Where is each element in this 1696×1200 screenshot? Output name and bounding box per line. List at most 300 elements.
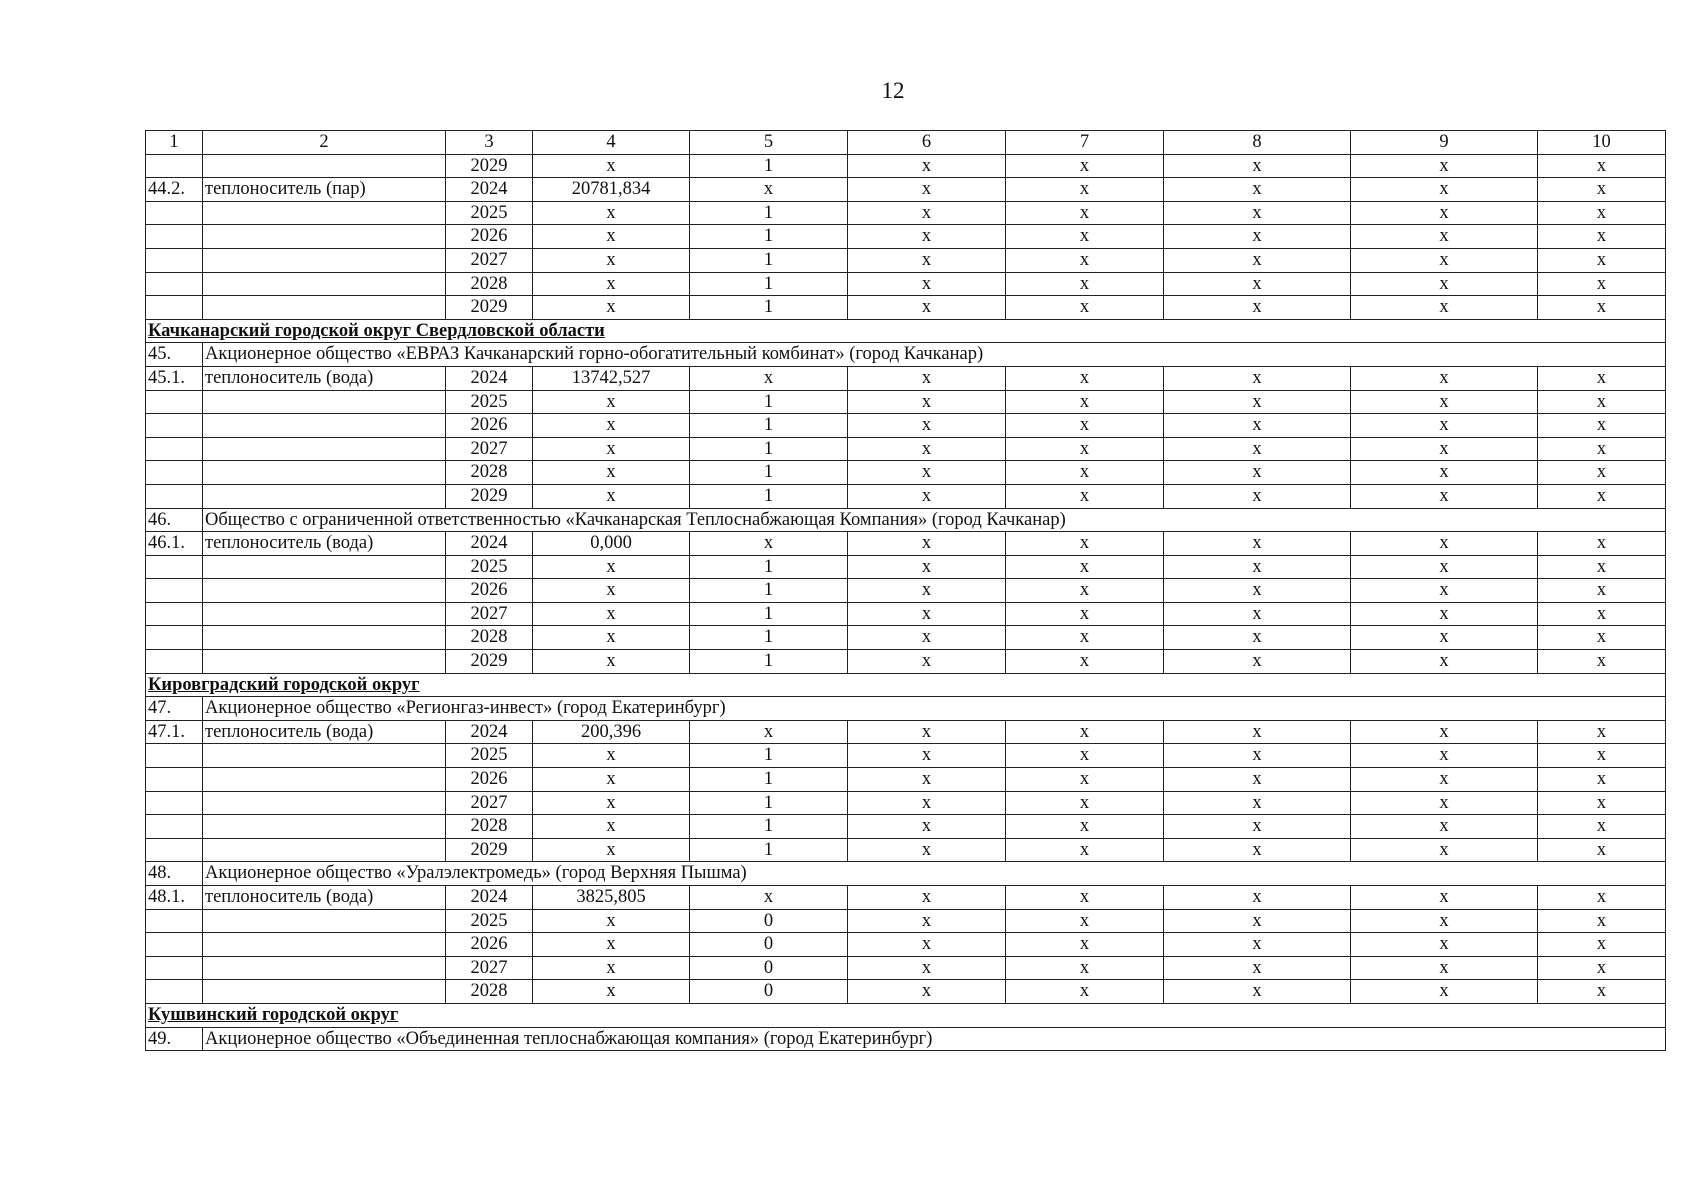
value-cell: x bbox=[533, 296, 690, 320]
col-9-cell: x bbox=[1351, 768, 1538, 792]
year-cell: 2028 bbox=[446, 980, 533, 1004]
table-row bbox=[146, 980, 1666, 1004]
value-cell: 0,000 bbox=[533, 532, 690, 556]
col-6-cell: x bbox=[848, 461, 1006, 485]
col-9-cell: x bbox=[1351, 744, 1538, 768]
col-9-cell: x bbox=[1351, 791, 1538, 815]
col-6-cell: x bbox=[848, 201, 1006, 225]
col-8-cell: x bbox=[1164, 532, 1351, 556]
col-9-cell: x bbox=[1351, 650, 1538, 674]
value-cell: x bbox=[533, 933, 690, 957]
col-10-cell: x bbox=[1538, 154, 1666, 178]
organization-name: Акционерное общество «Объединенная теплоснабжающая компания» (город Екатеринбург) bbox=[203, 1027, 1666, 1051]
col-5-cell: 1 bbox=[690, 484, 848, 508]
table-row bbox=[146, 720, 1666, 744]
table-row bbox=[146, 579, 1666, 603]
col-9-cell: x bbox=[1351, 296, 1538, 320]
value-cell: x bbox=[533, 768, 690, 792]
section-title: Кушвинский городской округ bbox=[146, 1003, 1666, 1027]
item-name-cell bbox=[203, 626, 446, 650]
col-6-cell: x bbox=[848, 980, 1006, 1004]
item-number-cell bbox=[146, 555, 203, 579]
year-cell: 2029 bbox=[446, 484, 533, 508]
table-row bbox=[146, 484, 1666, 508]
item-number-cell: 46.1. bbox=[146, 532, 203, 556]
col-10-cell: x bbox=[1538, 272, 1666, 296]
table-row bbox=[146, 461, 1666, 485]
year-cell: 2026 bbox=[446, 579, 533, 603]
col-8-cell: x bbox=[1164, 768, 1351, 792]
col-8-cell: x bbox=[1164, 579, 1351, 603]
item-name-cell: теплоноситель (вода) bbox=[203, 720, 446, 744]
col-10-cell: x bbox=[1538, 815, 1666, 839]
item-number-cell bbox=[146, 626, 203, 650]
col-8-cell: x bbox=[1164, 390, 1351, 414]
col-10-cell: x bbox=[1538, 296, 1666, 320]
table-row bbox=[146, 272, 1666, 296]
col-5-cell: x bbox=[690, 886, 848, 910]
item-name-cell bbox=[203, 980, 446, 1004]
col-6-cell: x bbox=[848, 532, 1006, 556]
column-header: 3 bbox=[446, 131, 533, 155]
organization-name: Общество с ограниченной ответственностью «Качканарская Теплоснабжающая Компания» (город Качканар) bbox=[203, 508, 1666, 532]
year-cell: 2025 bbox=[446, 201, 533, 225]
item-number-cell: 48.1. bbox=[146, 886, 203, 910]
col-8-cell: x bbox=[1164, 366, 1351, 390]
col-7-cell: x bbox=[1006, 225, 1164, 249]
col-8-cell: x bbox=[1164, 791, 1351, 815]
item-name-cell bbox=[203, 390, 446, 414]
value-cell: x bbox=[533, 626, 690, 650]
year-cell: 2024 bbox=[446, 366, 533, 390]
col-5-cell: 0 bbox=[690, 956, 848, 980]
table-row bbox=[146, 909, 1666, 933]
item-number-cell bbox=[146, 272, 203, 296]
col-5-cell: x bbox=[690, 178, 848, 202]
year-cell: 2029 bbox=[446, 154, 533, 178]
col-5-cell: 0 bbox=[690, 909, 848, 933]
col-8-cell: x bbox=[1164, 886, 1351, 910]
col-9-cell: x bbox=[1351, 272, 1538, 296]
item-name-cell bbox=[203, 225, 446, 249]
value-cell: x bbox=[533, 815, 690, 839]
item-number-cell bbox=[146, 602, 203, 626]
item-name-cell bbox=[203, 650, 446, 674]
col-5-cell: x bbox=[690, 720, 848, 744]
tariff-table bbox=[145, 130, 1666, 1051]
item-name-cell: теплоноситель (вода) bbox=[203, 366, 446, 390]
col-10-cell: x bbox=[1538, 933, 1666, 957]
item-name-cell bbox=[203, 296, 446, 320]
year-cell: 2029 bbox=[446, 296, 533, 320]
item-name-cell: теплоноситель (вода) bbox=[203, 532, 446, 556]
col-10-cell: x bbox=[1538, 626, 1666, 650]
col-8-cell: x bbox=[1164, 626, 1351, 650]
col-7-cell: x bbox=[1006, 720, 1164, 744]
table-row bbox=[146, 225, 1666, 249]
col-6-cell: x bbox=[848, 933, 1006, 957]
year-cell: 2026 bbox=[446, 768, 533, 792]
col-7-cell: x bbox=[1006, 650, 1164, 674]
table-row bbox=[146, 366, 1666, 390]
col-5-cell: 1 bbox=[690, 461, 848, 485]
column-header: 5 bbox=[690, 131, 848, 155]
year-cell: 2024 bbox=[446, 886, 533, 910]
col-10-cell: x bbox=[1538, 414, 1666, 438]
year-cell: 2028 bbox=[446, 815, 533, 839]
col-10-cell: x bbox=[1538, 791, 1666, 815]
item-number-cell bbox=[146, 296, 203, 320]
column-header: 9 bbox=[1351, 131, 1538, 155]
col-7-cell: x bbox=[1006, 248, 1164, 272]
col-7-cell: x bbox=[1006, 154, 1164, 178]
col-5-cell: 1 bbox=[690, 602, 848, 626]
col-6-cell: x bbox=[848, 838, 1006, 862]
item-number-cell bbox=[146, 390, 203, 414]
col-9-cell: x bbox=[1351, 886, 1538, 910]
organization-row bbox=[146, 862, 1666, 886]
col-6-cell: x bbox=[848, 414, 1006, 438]
col-7-cell: x bbox=[1006, 768, 1164, 792]
section-row bbox=[146, 673, 1666, 697]
col-5-cell: 1 bbox=[690, 555, 848, 579]
col-7-cell: x bbox=[1006, 532, 1164, 556]
col-8-cell: x bbox=[1164, 461, 1351, 485]
col-8-cell: x bbox=[1164, 838, 1351, 862]
value-cell: x bbox=[533, 909, 690, 933]
col-7-cell: x bbox=[1006, 933, 1164, 957]
col-5-cell: 1 bbox=[690, 579, 848, 603]
col-7-cell: x bbox=[1006, 980, 1164, 1004]
table-row bbox=[146, 815, 1666, 839]
item-name-cell bbox=[203, 815, 446, 839]
item-name-cell bbox=[203, 272, 446, 296]
table-row bbox=[146, 650, 1666, 674]
year-cell: 2028 bbox=[446, 626, 533, 650]
col-6-cell: x bbox=[848, 555, 1006, 579]
col-8-cell: x bbox=[1164, 720, 1351, 744]
organization-row bbox=[146, 508, 1666, 532]
col-8-cell: x bbox=[1164, 296, 1351, 320]
col-8-cell: x bbox=[1164, 154, 1351, 178]
col-10-cell: x bbox=[1538, 484, 1666, 508]
col-9-cell: x bbox=[1351, 720, 1538, 744]
col-5-cell: 1 bbox=[690, 154, 848, 178]
col-7-cell: x bbox=[1006, 815, 1164, 839]
col-10-cell: x bbox=[1538, 248, 1666, 272]
col-5-cell: 1 bbox=[690, 791, 848, 815]
item-number: 46. bbox=[146, 508, 203, 532]
item-number-cell bbox=[146, 909, 203, 933]
item-name-cell bbox=[203, 248, 446, 272]
column-header: 6 bbox=[848, 131, 1006, 155]
col-5-cell: 1 bbox=[690, 838, 848, 862]
item-name-cell bbox=[203, 768, 446, 792]
value-cell: x bbox=[533, 579, 690, 603]
item-number-cell bbox=[146, 225, 203, 249]
col-8-cell: x bbox=[1164, 744, 1351, 768]
item-number-cell bbox=[146, 484, 203, 508]
item-number-cell bbox=[146, 579, 203, 603]
column-number-row bbox=[146, 131, 1666, 155]
table-row bbox=[146, 201, 1666, 225]
col-7-cell: x bbox=[1006, 437, 1164, 461]
year-cell: 2029 bbox=[446, 650, 533, 674]
col-6-cell: x bbox=[848, 225, 1006, 249]
item-name-cell bbox=[203, 437, 446, 461]
item-number-cell bbox=[146, 414, 203, 438]
col-7-cell: x bbox=[1006, 579, 1164, 603]
column-header: 10 bbox=[1538, 131, 1666, 155]
col-5-cell: 0 bbox=[690, 980, 848, 1004]
col-6-cell: x bbox=[848, 886, 1006, 910]
col-6-cell: x bbox=[848, 815, 1006, 839]
col-10-cell: x bbox=[1538, 980, 1666, 1004]
col-6-cell: x bbox=[848, 178, 1006, 202]
col-6-cell: x bbox=[848, 720, 1006, 744]
value-cell: x bbox=[533, 744, 690, 768]
table-row bbox=[146, 296, 1666, 320]
col-5-cell: 1 bbox=[690, 815, 848, 839]
col-5-cell: 1 bbox=[690, 650, 848, 674]
value-cell: x bbox=[533, 956, 690, 980]
col-6-cell: x bbox=[848, 909, 1006, 933]
col-8-cell: x bbox=[1164, 437, 1351, 461]
year-cell: 2025 bbox=[446, 744, 533, 768]
column-header: 7 bbox=[1006, 131, 1164, 155]
col-6-cell: x bbox=[848, 272, 1006, 296]
col-6-cell: x bbox=[848, 626, 1006, 650]
item-name-cell bbox=[203, 461, 446, 485]
col-10-cell: x bbox=[1538, 555, 1666, 579]
table-row bbox=[146, 437, 1666, 461]
item-number-cell bbox=[146, 791, 203, 815]
value-cell: 3825,805 bbox=[533, 886, 690, 910]
item-number-cell bbox=[146, 461, 203, 485]
col-7-cell: x bbox=[1006, 296, 1164, 320]
organization-row bbox=[146, 343, 1666, 367]
col-9-cell: x bbox=[1351, 956, 1538, 980]
value-cell: x bbox=[533, 272, 690, 296]
col-8-cell: x bbox=[1164, 650, 1351, 674]
col-6-cell: x bbox=[848, 154, 1006, 178]
year-cell: 2029 bbox=[446, 838, 533, 862]
col-9-cell: x bbox=[1351, 815, 1538, 839]
table-row bbox=[146, 602, 1666, 626]
item-name-cell bbox=[203, 791, 446, 815]
col-5-cell: 1 bbox=[690, 272, 848, 296]
col-5-cell: x bbox=[690, 532, 848, 556]
item-name-cell bbox=[203, 414, 446, 438]
col-10-cell: x bbox=[1538, 602, 1666, 626]
col-8-cell: x bbox=[1164, 414, 1351, 438]
item-number-cell bbox=[146, 201, 203, 225]
col-9-cell: x bbox=[1351, 579, 1538, 603]
col-8-cell: x bbox=[1164, 909, 1351, 933]
col-6-cell: x bbox=[848, 390, 1006, 414]
value-cell: x bbox=[533, 791, 690, 815]
col-6-cell: x bbox=[848, 768, 1006, 792]
col-10-cell: x bbox=[1538, 744, 1666, 768]
col-10-cell: x bbox=[1538, 579, 1666, 603]
table-row bbox=[146, 390, 1666, 414]
item-name-cell bbox=[203, 154, 446, 178]
col-6-cell: x bbox=[848, 437, 1006, 461]
col-7-cell: x bbox=[1006, 201, 1164, 225]
col-10-cell: x bbox=[1538, 225, 1666, 249]
item-number-cell bbox=[146, 956, 203, 980]
organization-name: Акционерное общество «ЕВРАЗ Качканарский горно-обогатительный комбинат» (город Качканар) bbox=[203, 343, 1666, 367]
year-cell: 2024 bbox=[446, 720, 533, 744]
value-cell: x bbox=[533, 414, 690, 438]
col-6-cell: x bbox=[848, 956, 1006, 980]
year-cell: 2028 bbox=[446, 272, 533, 296]
item-number-cell: 44.2. bbox=[146, 178, 203, 202]
col-9-cell: x bbox=[1351, 461, 1538, 485]
col-10-cell: x bbox=[1538, 366, 1666, 390]
col-7-cell: x bbox=[1006, 909, 1164, 933]
item-number-cell bbox=[146, 437, 203, 461]
year-cell: 2027 bbox=[446, 248, 533, 272]
item-name-cell bbox=[203, 909, 446, 933]
col-9-cell: x bbox=[1351, 980, 1538, 1004]
col-5-cell: 1 bbox=[690, 437, 848, 461]
col-7-cell: x bbox=[1006, 956, 1164, 980]
col-9-cell: x bbox=[1351, 154, 1538, 178]
col-5-cell: 1 bbox=[690, 390, 848, 414]
item-number-cell bbox=[146, 838, 203, 862]
item-number: 45. bbox=[146, 343, 203, 367]
table-row bbox=[146, 933, 1666, 957]
col-6-cell: x bbox=[848, 366, 1006, 390]
col-8-cell: x bbox=[1164, 602, 1351, 626]
year-cell: 2024 bbox=[446, 532, 533, 556]
year-cell: 2027 bbox=[446, 791, 533, 815]
item-name-cell bbox=[203, 933, 446, 957]
col-5-cell: 1 bbox=[690, 414, 848, 438]
value-cell: x bbox=[533, 225, 690, 249]
value-cell: x bbox=[533, 461, 690, 485]
col-5-cell: 1 bbox=[690, 248, 848, 272]
col-10-cell: x bbox=[1538, 201, 1666, 225]
table-row bbox=[146, 154, 1666, 178]
col-9-cell: x bbox=[1351, 838, 1538, 862]
item-name-cell bbox=[203, 201, 446, 225]
col-8-cell: x bbox=[1164, 178, 1351, 202]
year-cell: 2026 bbox=[446, 225, 533, 249]
item-number-cell: 47.1. bbox=[146, 720, 203, 744]
column-header: 2 bbox=[203, 131, 446, 155]
col-7-cell: x bbox=[1006, 390, 1164, 414]
item-name-cell: теплоноситель (пар) bbox=[203, 178, 446, 202]
organization-name: Акционерное общество «Уралэлектромедь» (город Верхняя Пышма) bbox=[203, 862, 1666, 886]
col-8-cell: x bbox=[1164, 201, 1351, 225]
organization-row bbox=[146, 1027, 1666, 1051]
col-5-cell: 1 bbox=[690, 768, 848, 792]
item-number-cell: 45.1. bbox=[146, 366, 203, 390]
value-cell: x bbox=[533, 154, 690, 178]
table-body bbox=[146, 154, 1666, 1051]
col-10-cell: x bbox=[1538, 838, 1666, 862]
col-7-cell: x bbox=[1006, 461, 1164, 485]
col-9-cell: x bbox=[1351, 933, 1538, 957]
value-cell: x bbox=[533, 650, 690, 674]
item-name-cell: теплоноситель (вода) bbox=[203, 886, 446, 910]
col-10-cell: x bbox=[1538, 532, 1666, 556]
item-number-cell bbox=[146, 650, 203, 674]
col-9-cell: x bbox=[1351, 248, 1538, 272]
year-cell: 2026 bbox=[446, 414, 533, 438]
col-7-cell: x bbox=[1006, 414, 1164, 438]
table-row bbox=[146, 532, 1666, 556]
col-10-cell: x bbox=[1538, 956, 1666, 980]
item-number-cell bbox=[146, 980, 203, 1004]
col-9-cell: x bbox=[1351, 366, 1538, 390]
table-row bbox=[146, 248, 1666, 272]
item-number: 49. bbox=[146, 1027, 203, 1051]
item-name-cell bbox=[203, 956, 446, 980]
col-9-cell: x bbox=[1351, 532, 1538, 556]
item-name-cell bbox=[203, 484, 446, 508]
col-9-cell: x bbox=[1351, 178, 1538, 202]
item-number-cell bbox=[146, 933, 203, 957]
col-5-cell: 1 bbox=[690, 744, 848, 768]
col-8-cell: x bbox=[1164, 272, 1351, 296]
table-row bbox=[146, 768, 1666, 792]
col-7-cell: x bbox=[1006, 484, 1164, 508]
section-row bbox=[146, 319, 1666, 343]
year-cell: 2025 bbox=[446, 909, 533, 933]
col-6-cell: x bbox=[848, 791, 1006, 815]
col-8-cell: x bbox=[1164, 956, 1351, 980]
col-6-cell: x bbox=[848, 602, 1006, 626]
item-name-cell bbox=[203, 744, 446, 768]
item-number-cell bbox=[146, 744, 203, 768]
col-10-cell: x bbox=[1538, 390, 1666, 414]
col-6-cell: x bbox=[848, 579, 1006, 603]
item-name-cell bbox=[203, 555, 446, 579]
table-row bbox=[146, 886, 1666, 910]
col-6-cell: x bbox=[848, 650, 1006, 674]
col-6-cell: x bbox=[848, 248, 1006, 272]
col-9-cell: x bbox=[1351, 414, 1538, 438]
item-number: 48. bbox=[146, 862, 203, 886]
year-cell: 2025 bbox=[446, 555, 533, 579]
col-8-cell: x bbox=[1164, 484, 1351, 508]
col-5-cell: 1 bbox=[690, 201, 848, 225]
col-8-cell: x bbox=[1164, 248, 1351, 272]
value-cell: x bbox=[533, 437, 690, 461]
table-row bbox=[146, 791, 1666, 815]
col-10-cell: x bbox=[1538, 650, 1666, 674]
col-7-cell: x bbox=[1006, 555, 1164, 579]
item-number-cell bbox=[146, 248, 203, 272]
col-8-cell: x bbox=[1164, 225, 1351, 249]
table-row bbox=[146, 956, 1666, 980]
col-9-cell: x bbox=[1351, 626, 1538, 650]
col-10-cell: x bbox=[1538, 437, 1666, 461]
item-name-cell bbox=[203, 602, 446, 626]
column-header: 4 bbox=[533, 131, 690, 155]
col-5-cell: 1 bbox=[690, 626, 848, 650]
item-number-cell bbox=[146, 768, 203, 792]
value-cell: x bbox=[533, 201, 690, 225]
table-row bbox=[146, 555, 1666, 579]
col-7-cell: x bbox=[1006, 626, 1164, 650]
col-7-cell: x bbox=[1006, 272, 1164, 296]
col-10-cell: x bbox=[1538, 178, 1666, 202]
col-6-cell: x bbox=[848, 296, 1006, 320]
